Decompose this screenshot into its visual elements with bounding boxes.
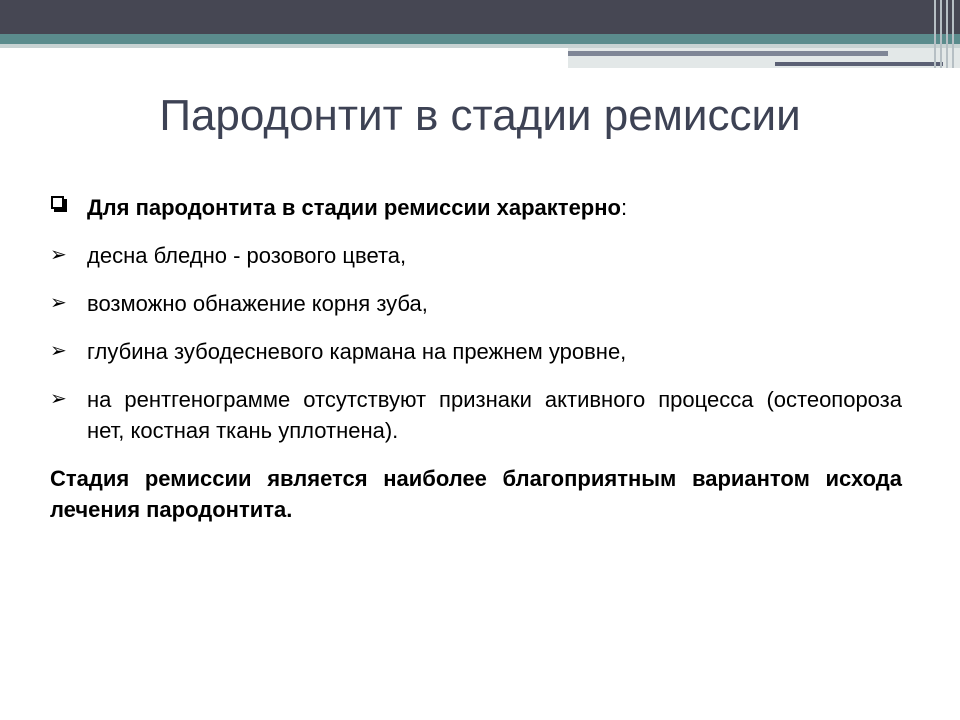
list-item-text: на рентгенограмме отсутствуют признаки активного процесса (остеопороза нет, костная ткань уплотнена). — [87, 387, 902, 443]
header-band-teal — [0, 34, 960, 44]
slide-title: Пародонтит в стадии ремиссии — [159, 91, 801, 140]
list-item — [50, 336, 902, 367]
content-heading-suffix: : — [620, 195, 628, 220]
header-stripe — [940, 0, 942, 68]
arrow-bullet-icon: ➢ — [50, 292, 67, 314]
header-tab-line-grey — [568, 51, 888, 56]
list-item-text: глубина зубодесневого кармана на прежнем уровне, — [87, 339, 627, 364]
header-band-dark — [0, 0, 960, 34]
content-heading — [50, 192, 902, 223]
arrow-bullet-icon: ➢ — [50, 388, 67, 410]
list-item — [50, 384, 902, 446]
checkbox-bullet-icon — [51, 196, 64, 209]
list-item-text: десна бледно - розового цвета, — [87, 243, 407, 268]
header-stripe — [952, 0, 954, 68]
arrow-bullet-icon: ➢ — [50, 244, 67, 266]
slide-content — [50, 192, 902, 525]
header-stripe — [946, 0, 948, 68]
list-item-text: возможно обнажение корня зуба, — [87, 291, 428, 316]
conclusion-text: Стадия ремиссии является наиболее благоприятным вариантом исхода лечения пародонтита. — [50, 466, 902, 522]
list-item — [50, 288, 902, 319]
header-stripe — [934, 0, 936, 68]
header-tab-line-dark — [775, 62, 943, 66]
list-item — [50, 240, 902, 271]
content-heading-text: Для пародонтита в стадии ремиссии характерно — [87, 195, 621, 220]
arrow-bullet-icon: ➢ — [50, 340, 67, 362]
